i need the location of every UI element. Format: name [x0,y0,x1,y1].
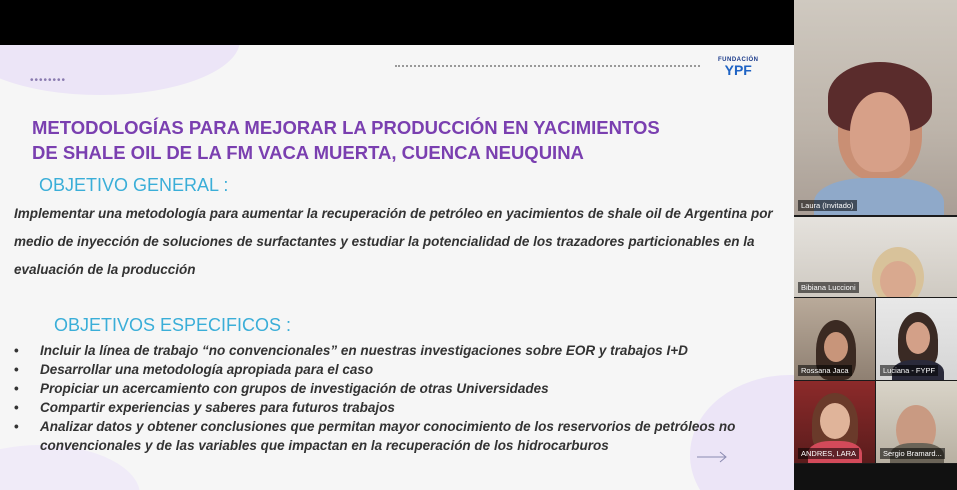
shared-slide [0,45,794,490]
list-item: • Desarrollar una metodología apropiada para el caso [14,362,374,377]
objetivo-general-text: Implementar una metodología para aumentar la recuperación de petróleo en yacimientos de shale oil de Argentina por medio de inyección de soluciones de surfactantes y estudiar la potencialidad de los trazadores particionables en la evaluación de la producción [14,206,773,277]
more-participants-strip [794,464,957,490]
avatar-face [906,322,930,354]
video-tile-sergio[interactable] [876,381,957,463]
slide-title-line-2: DE SHALE OIL DE LA FM VACA MUERTA, CUENCA NEUQUINA [32,142,584,163]
avatar-face [850,92,910,172]
dotted-divider [395,65,700,67]
participants-panel [794,0,957,490]
decorative-blob-left [0,45,240,95]
objetivo-general-heading: OBJETIVO GENERAL : [39,175,229,195]
arrow-right-icon [696,451,728,463]
list-item: • Analizar datos y obtener conclusiones que permitan mayor conocimiento de los reservorios de petróleos no convencionales y de las variables que impactan en la recuperación de los hidrocarburos [14,419,736,453]
fundacion-ypf-logo [718,57,759,77]
participant-name: Rossana Jaca [798,365,852,376]
video-tile-rossana[interactable] [794,298,875,380]
logo-top-text: FUNDACIÓN [718,57,759,63]
list-item: • Incluir la línea de trabajo “no convencionales” en nuestras investigaciones sobre EOR y trabajos I+D [14,343,688,358]
list-item: • Compartir experiencias y saberes para futuros trabajos [14,400,395,415]
video-tile-andres[interactable] [794,381,875,463]
slide-title-line-1: METODOLOGÍAS PARA MEJORAR LA PRODUCCIÓN EN YACIMIENTOS [32,117,660,138]
participant-name: Sergio Bramard... [880,448,945,459]
participant-name: Laura (Invitado) [798,200,857,211]
participant-name: Luciana - FYPF [880,365,938,376]
slide-title [32,115,660,165]
video-tile-luciana[interactable] [876,298,957,380]
bullet-icon: • [14,381,19,396]
avatar-face [820,403,850,439]
participant-name: Bibiana Luccioni [798,282,859,293]
bullet-icon: • [14,362,19,377]
objetivos-especificos-heading: OBJETIVOS ESPECIFICOS : [54,315,292,335]
list-item: • Propiciar un acercamiento con grupos de investigación de otras Universidades [14,381,549,396]
video-tile-bibiana[interactable] [794,217,957,297]
logo-bottom-text: YPF [724,62,752,78]
decorative-dots: •••••••• [30,75,67,86]
bullet-icon: • [14,343,19,358]
avatar-face [824,332,848,362]
objetivos-especificos-list [14,341,794,455]
avatar-face [880,261,916,297]
bullet-icon: • [14,419,19,434]
participant-name: ANDRES, LARA [798,448,859,459]
bullet-icon: • [14,400,19,415]
video-tile-laura[interactable] [794,0,957,215]
